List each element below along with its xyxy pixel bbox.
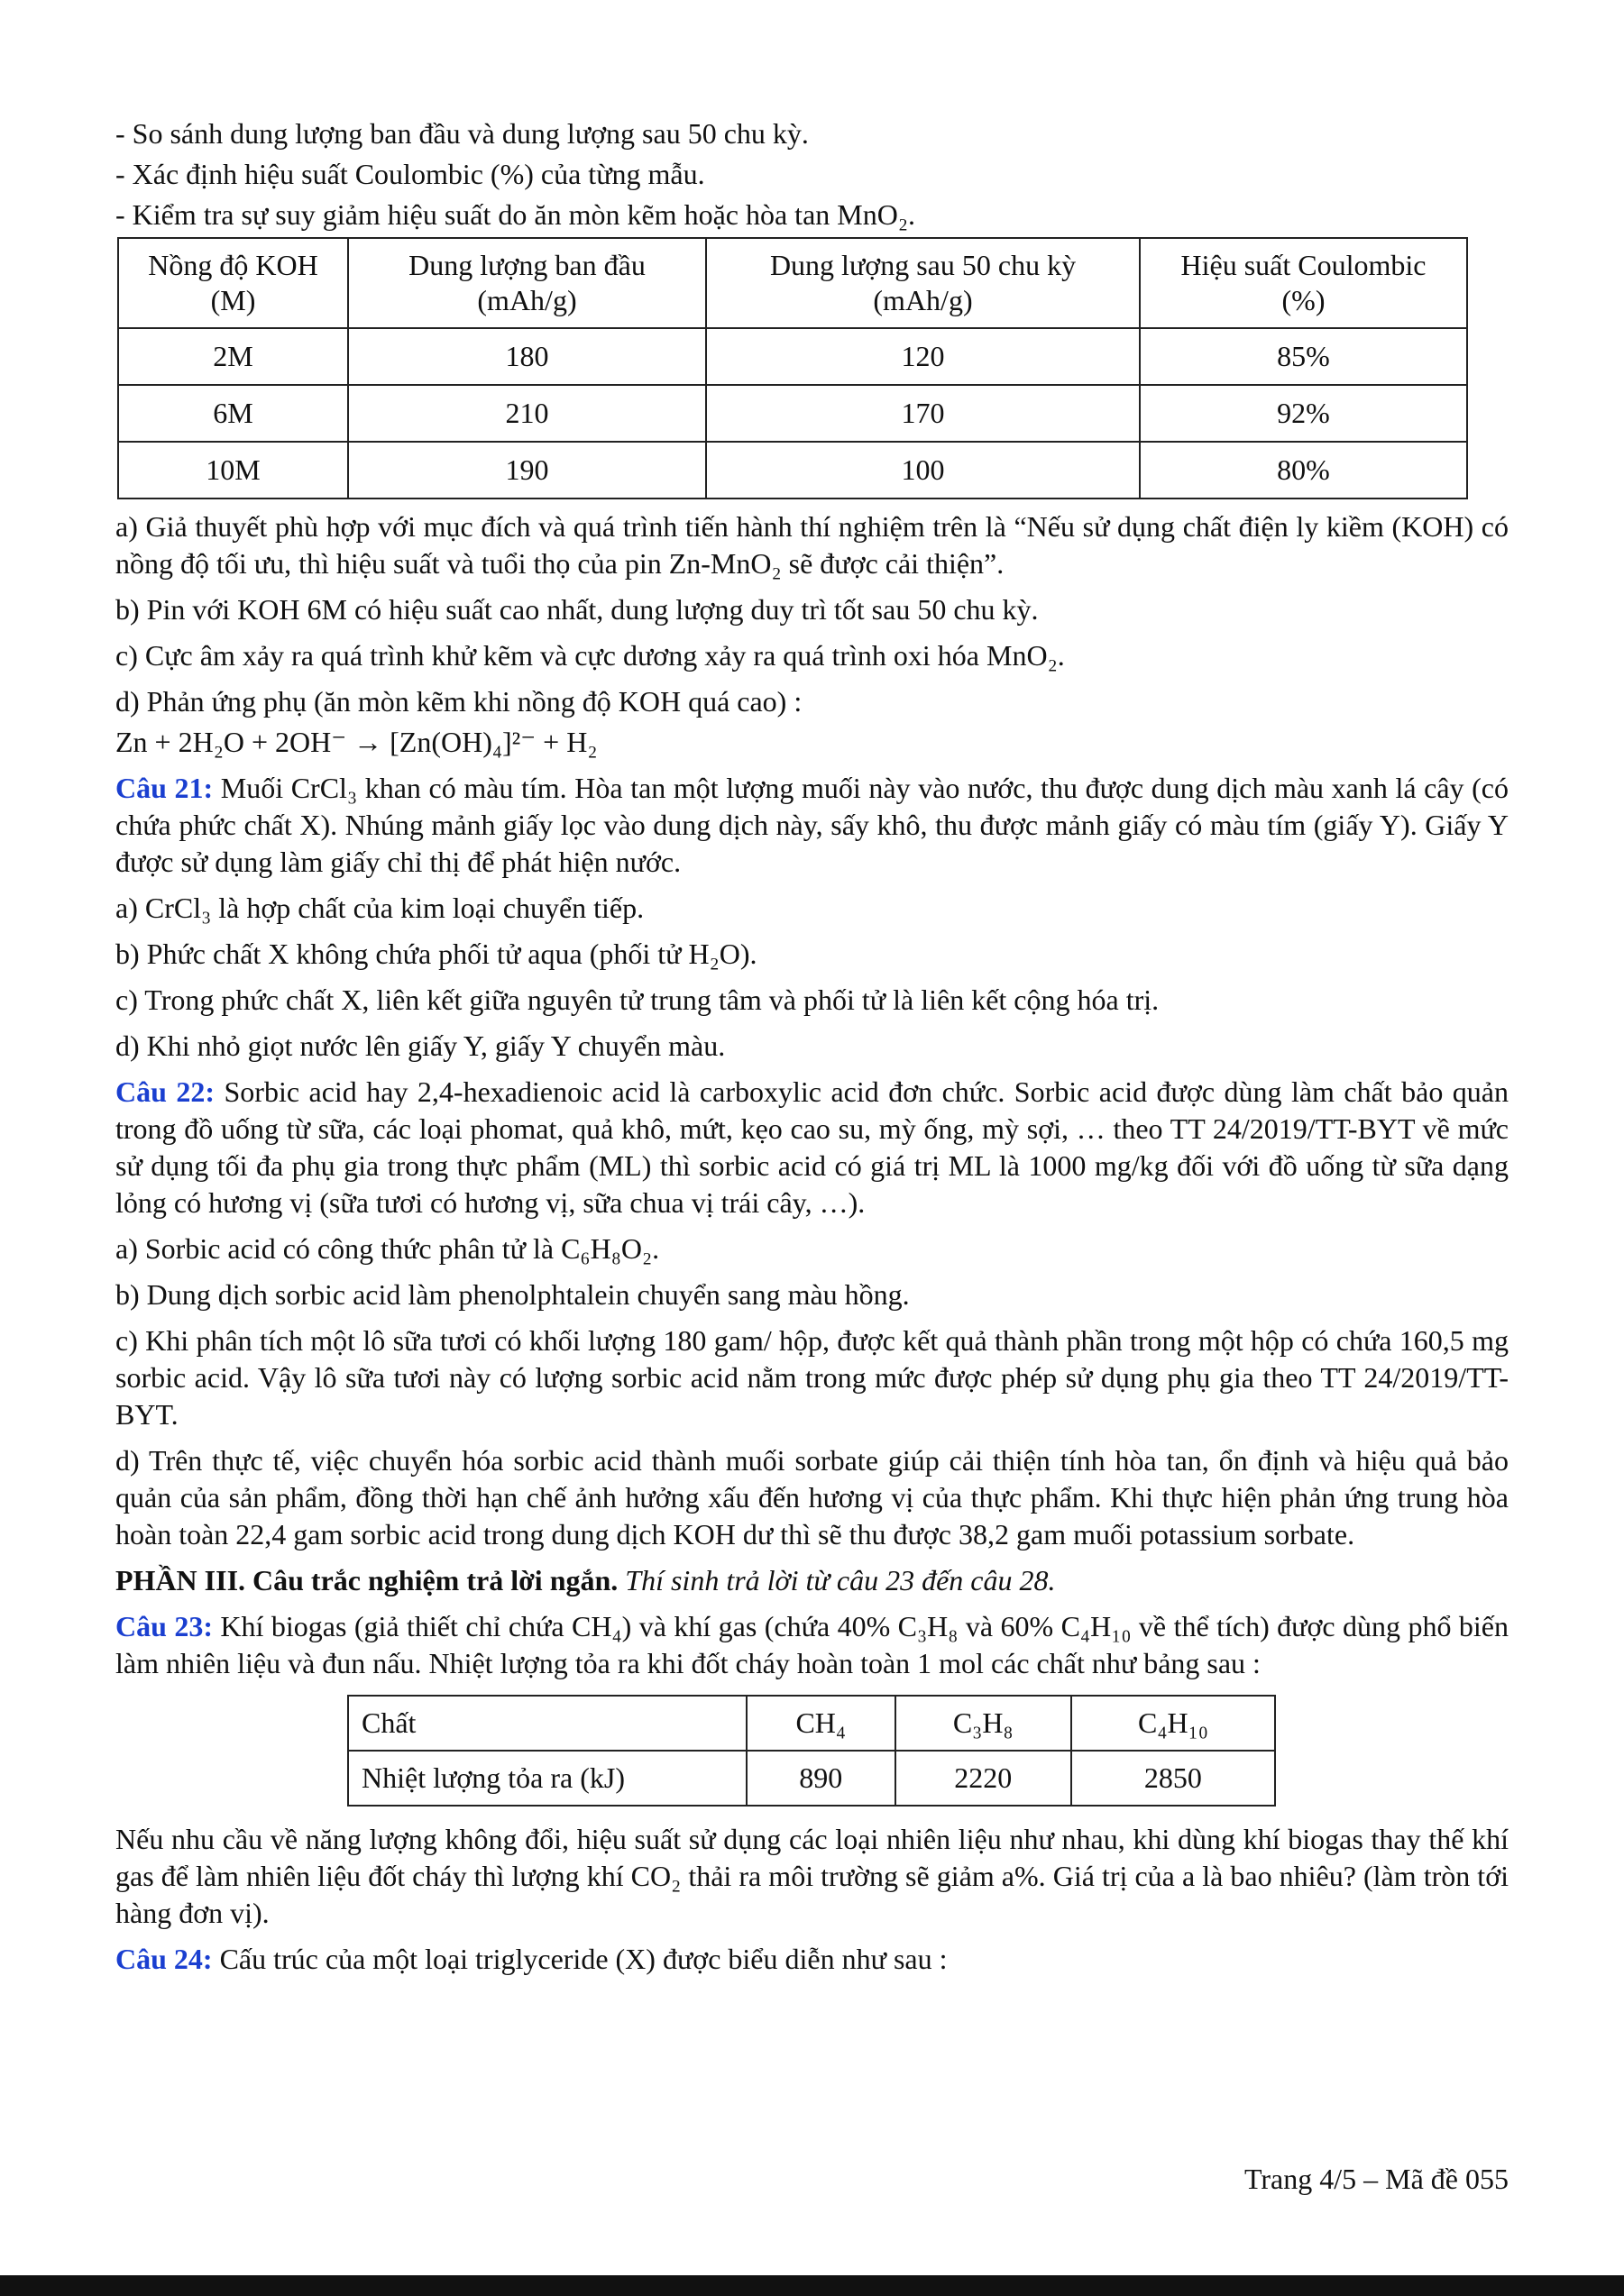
- q20-equation: Zn + 2H₂O + 2OH⁻ → [Zn(OH)₄]²⁻ + H₂: [115, 726, 598, 758]
- q23-stem: Câu 23: Khí biogas (giả thiết chỉ chứa CH₄) và khí gas (chứa 40% C₃H₈ và 60% C₄H₁₀ về thể tích) được dùng phổ biến làm nhiên liệu và đun nấu. Nhiệt lượng tỏa ra khi đốt cháy hoàn toàn 1 mol các chất như bảng sau :: [115, 1610, 1509, 1679]
- table-cell: 6M: [118, 385, 348, 442]
- q21-option-a: a) CrCl₃ là hợp chất của kim loại chuyển tiếp.: [115, 892, 645, 924]
- q22-option-b: b) Dung dịch sorbic acid làm phenolphtalein chuyển sang màu hồng.: [115, 1278, 910, 1311]
- document-page: [115, 115, 1509, 1987]
- intro-line: - Xác định hiệu suất Coulombic (%) của từng mẫu.: [115, 158, 705, 190]
- q23-question: Nếu nhu cầu về năng lượng không đổi, hiệu suất sử dụng các loại nhiên liệu như nhau, khi dùng khí biogas thay thế khí gas để làm nhiên liệu đốt cháy thì lượng khí CO₂ thải ra môi trường sẽ giảm a%. Giá trị của a là bao nhiêu? (làm tròn tới hàng đơn vị).: [115, 1823, 1509, 1929]
- q22-option-a: a) Sorbic acid có công thức phân tử là C₆H₈O₂.: [115, 1232, 660, 1265]
- table-header-cell: Dung lượng ban đầu (mAh/g): [348, 238, 706, 328]
- table-cell: 2M: [118, 328, 348, 385]
- table-cell: 92%: [1140, 385, 1467, 442]
- heat-of-combustion-table: [347, 1695, 1276, 1807]
- table-cell: C₄H₁₀: [1071, 1696, 1275, 1751]
- table-row: [118, 328, 1467, 385]
- table-cell: 100: [706, 442, 1140, 499]
- table-cell: 85%: [1140, 328, 1467, 385]
- table-header-cell: Hiệu suất Coulombic (%): [1140, 238, 1467, 328]
- table-row: [348, 1751, 1275, 1806]
- section-heading: PHẦN III. Câu trắc nghiệm trả lời ngắn. Thí sinh trả lời từ câu 23 đến câu 28.: [115, 1564, 1056, 1596]
- table-cell: 890: [747, 1751, 895, 1806]
- q21-option-b: b) Phức chất X không chứa phối tử aqua (phối tử H₂O).: [115, 938, 757, 970]
- table-cell: 80%: [1140, 442, 1467, 499]
- page-footer: Trang 4/5 – Mã đề 055: [1243, 2163, 1509, 2195]
- q22-stem: Câu 22: Sorbic acid hay 2,4-hexadienoic acid là carboxylic acid đơn chức. Sorbic acid được dùng làm chất bảo quản trong đồ uống từ sữa, các loại phomat, quả khô, mứt, kẹo cao su, mỳ ống, mỳ sợi, … theo TT 24/2019/TT-BYT về mức sử dụng tối đa phụ gia trong thực phẩm (ML) thì sorbic acid có giá trị ML là 1000 mg/kg đối với đồ uống từ sữa dạng lỏng có hương vị (sữa tươi có hương vị, sữa chua vị trái cây, …).: [115, 1075, 1509, 1219]
- intro-line: - So sánh dung lượng ban đầu và dung lượng sau 50 chu kỳ.: [115, 117, 809, 150]
- q21-option-d: d) Khi nhỏ giọt nước lên giấy Y, giấy Y chuyển màu.: [115, 1029, 726, 1062]
- table-cell: 10M: [118, 442, 348, 499]
- table-cell: 2220: [895, 1751, 1071, 1806]
- q22-option-d: d) Trên thực tế, việc chuyển hóa sorbic acid thành muối sorbate giúp cải thiện tính hòa tan, ổn định và hiệu quả bảo quản của sản phẩm, đồng thời hạn chế ảnh hưởng xấu đến hương vị của thực phẩm. Khi thực hiện phản ứng trung hòa hoàn toàn 22,4 gam sorbic acid trong dung dịch KOH dư thì sẽ thu được 38,2 gam muối potassium sorbate.: [115, 1444, 1509, 1550]
- q24-label: Câu 24:: [115, 1943, 213, 1975]
- bottom-border-bar: [0, 2275, 1624, 2296]
- q22-option-c: c) Khi phân tích một lô sữa tươi có khối lượng 180 gam/ hộp, được kết quả thành phần trong một hộp có chứa 160,5 mg sorbic acid. Vậy lô sữa tươi này có lượng sorbic acid nằm trong mức được phép sử dụng phụ gia theo TT 24/2019/TT-BYT.: [115, 1324, 1509, 1431]
- table-row: [118, 442, 1467, 499]
- table-header-cell: Dung lượng sau 50 chu kỳ (mAh/g): [706, 238, 1140, 328]
- table-cell: 190: [348, 442, 706, 499]
- table-cell: 180: [348, 328, 706, 385]
- q20-option-a: a) Giả thuyết phù hợp với mục đích và quá trình tiến hành thí nghiệm trên là “Nếu sử dụng chất điện ly kiềm (KOH) có nồng độ tối ưu, thì hiệu suất và tuổi thọ của pin Zn-MnO₂ sẽ được cải thiện”.: [115, 510, 1509, 580]
- q21-option-c: c) Trong phức chất X, liên kết giữa nguyên tử trung tâm và phối tử là liên kết cộng hóa trị.: [115, 983, 1160, 1016]
- q20-option-b: b) Pin với KOH 6M có hiệu suất cao nhất, dung lượng duy trì tốt sau 50 chu kỳ.: [115, 593, 1039, 626]
- koh-results-table: [117, 237, 1468, 499]
- table-cell: 170: [706, 385, 1140, 442]
- table-cell: C₃H₈: [895, 1696, 1071, 1751]
- q20-option-c: c) Cực âm xảy ra quá trình khử kẽm và cực dương xảy ra quá trình oxi hóa MnO₂.: [115, 639, 1065, 672]
- table-row: [118, 385, 1467, 442]
- table-cell: 120: [706, 328, 1140, 385]
- table-row: [348, 1696, 1275, 1751]
- table-header-row: [118, 238, 1467, 328]
- intro-line: - Kiểm tra sự suy giảm hiệu suất do ăn mòn kẽm hoặc hòa tan MnO₂.: [115, 198, 915, 231]
- q22-label: Câu 22:: [115, 1075, 216, 1108]
- q24-stem: Câu 24: Cấu trúc của một loại triglyceride (X) được biểu diễn như sau :: [115, 1943, 948, 1975]
- q20-option-d: d) Phản ứng phụ (ăn mòn kẽm khi nồng độ KOH quá cao) :: [115, 685, 803, 718]
- table-header-cell: Nồng độ KOH (M): [118, 238, 348, 328]
- table-cell: Nhiệt lượng tỏa ra (kJ): [348, 1751, 747, 1806]
- q21-label: Câu 21:: [115, 772, 214, 804]
- table-cell: Chất: [348, 1696, 747, 1751]
- table-cell: 210: [348, 385, 706, 442]
- table-cell: 2850: [1071, 1751, 1275, 1806]
- q23-label: Câu 23:: [115, 1610, 213, 1642]
- table-cell: CH₄: [747, 1696, 895, 1751]
- q21-stem: Câu 21: Muối CrCl₃ khan có màu tím. Hòa tan một lượng muối này vào nước, thu được dung dịch màu xanh lá cây (có chứa phức chất X). Nhúng mảnh giấy lọc vào dung dịch này, sấy khô, thu được mảnh giấy có màu tím (giấy Y). Giấy Y được sử dụng làm giấy chỉ thị để phát hiện nước.: [115, 772, 1509, 878]
